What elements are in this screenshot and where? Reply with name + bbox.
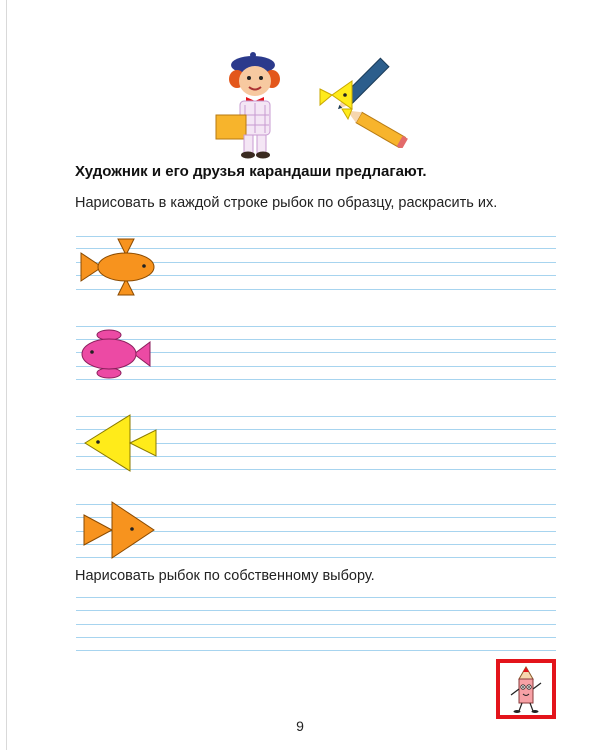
- page-number: 9: [296, 718, 304, 734]
- pencil-mascot-icon: [500, 663, 552, 715]
- ruled-line: [76, 326, 556, 327]
- yellow-fish-sample: [84, 413, 160, 475]
- pencils-illustration: [312, 43, 417, 148]
- ruled-line: [76, 610, 556, 611]
- artist-boy-illustration: [210, 45, 305, 160]
- ruled-line: [76, 597, 556, 598]
- pencil-mascot-badge: [496, 659, 556, 719]
- ruled-line: [76, 650, 556, 651]
- orange-triangle-fish-sample: [82, 500, 158, 562]
- instruction-copy-fish: Нарисовать в каждой строке рыбок по образцу, раскрасить их.: [75, 195, 498, 211]
- instruction-own-fish: Нарисовать рыбок по собственному выбору.: [75, 568, 375, 584]
- page-heading: Художник и его друзья карандаши предлагают.: [75, 163, 427, 180]
- orange-fish-sample: [78, 235, 160, 299]
- ruled-line: [76, 624, 556, 625]
- ruled-line: [76, 637, 556, 638]
- page-edge: [6, 0, 7, 750]
- pink-fish-sample: [78, 328, 156, 380]
